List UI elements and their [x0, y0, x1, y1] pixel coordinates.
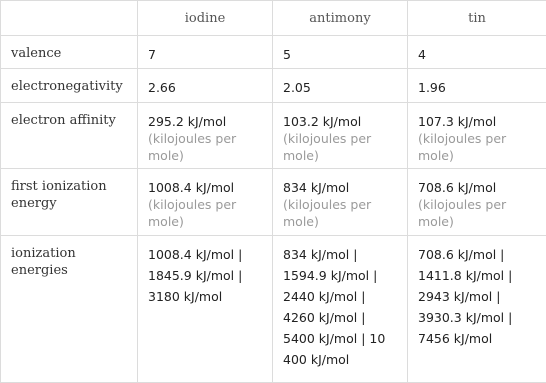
- table-row-electron-affinity: [1, 103, 546, 169]
- column-header-antimony: antimony: [273, 1, 408, 36]
- column-header-iodine: iodine: [138, 1, 273, 36]
- cell-first-ionization-iodine: [138, 169, 273, 236]
- cell-electronegativity-antimony: 2.05: [273, 69, 408, 103]
- cell-electronegativity-tin: 1.96: [408, 69, 546, 103]
- table-row-valence: [1, 36, 546, 69]
- cell-first-ionization-tin: [408, 169, 546, 236]
- value-text: 708.6 kJ/mol: [418, 180, 496, 195]
- unit-note: (kilojoules per mole): [283, 196, 397, 230]
- row-label-ionization-energies: ionization energies: [1, 236, 138, 383]
- row-label-electron-affinity: electron affinity: [1, 103, 138, 169]
- cell-electronegativity-iodine: 2.66: [138, 69, 273, 103]
- unit-note: (kilojoules per mole): [148, 130, 262, 164]
- value-text: 107.3 kJ/mol: [418, 114, 496, 129]
- header-corner-cell: [1, 1, 138, 36]
- table-row-ionization-energies: [1, 236, 546, 383]
- cell-valence-iodine: 7: [138, 36, 273, 69]
- header-row: [1, 1, 546, 36]
- row-label-electronegativity: electronegativity: [1, 69, 138, 103]
- row-label-valence: valence: [1, 36, 138, 69]
- unit-note: (kilojoules per mole): [148, 196, 262, 230]
- cell-electron-affinity-iodine: [138, 103, 273, 169]
- value-text: 834 kJ/mol: [283, 180, 349, 195]
- cell-first-ionization-antimony: [273, 169, 408, 236]
- table-row-first-ionization-energy: [1, 169, 546, 236]
- table-row-electronegativity: [1, 69, 546, 103]
- cell-electron-affinity-antimony: [273, 103, 408, 169]
- unit-note: (kilojoules per mole): [418, 130, 536, 164]
- cell-electron-affinity-tin: [408, 103, 546, 169]
- value-text: 295.2 kJ/mol: [148, 114, 226, 129]
- cell-ionization-energies-antimony: 834 kJ/mol | 1594.9 kJ/mol | 2440 kJ/mol | 4260 kJ/mol | 5400 kJ/mol | 10 400 kJ/mol: [273, 236, 408, 383]
- cell-ionization-energies-iodine: 1008.4 kJ/mol | 1845.9 kJ/mol | 3180 kJ/mol: [138, 236, 273, 383]
- column-header-tin: tin: [408, 1, 546, 36]
- value-text: 1008.4 kJ/mol: [148, 180, 234, 195]
- cell-valence-antimony: 5: [273, 36, 408, 69]
- value-text: 103.2 kJ/mol: [283, 114, 361, 129]
- unit-note: (kilojoules per mole): [283, 130, 397, 164]
- cell-valence-tin: 4: [408, 36, 546, 69]
- row-label-first-ionization-energy: first ionization energy: [1, 169, 138, 236]
- unit-note: (kilojoules per mole): [418, 196, 536, 230]
- cell-ionization-energies-tin: 708.6 kJ/mol | 1411.8 kJ/mol | 2943 kJ/mol | 3930.3 kJ/mol | 7456 kJ/mol: [408, 236, 546, 383]
